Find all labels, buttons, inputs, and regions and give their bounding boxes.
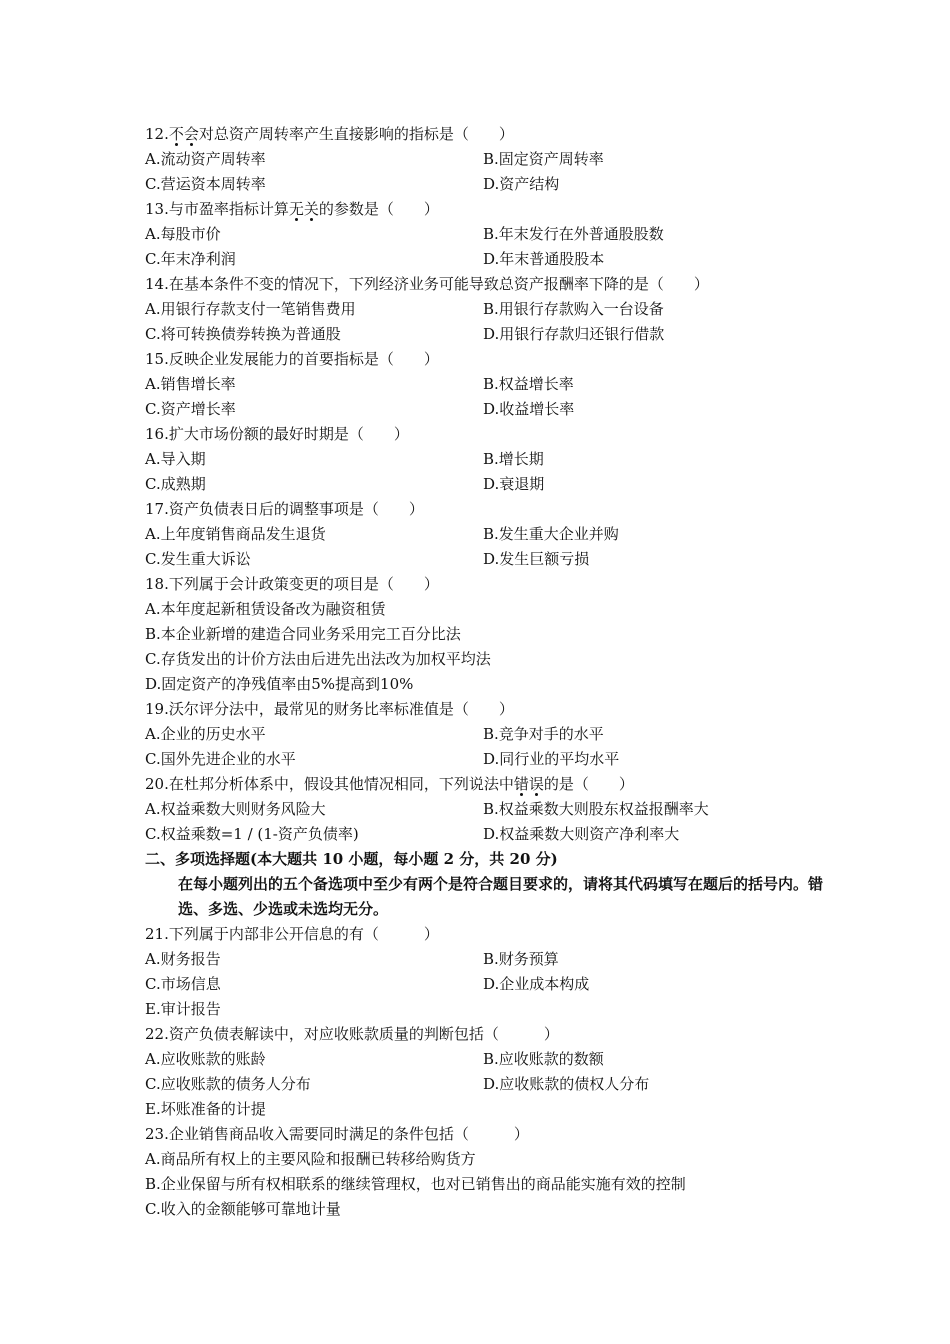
question-13-options-row [145,247,825,272]
option-b: B.竞争对手的水平 [483,725,604,743]
question-14-stem: 14.在基本条件不变的情况下，下列经济业务可能导致总资产报酬率下降的是（ ） [145,275,709,293]
option-a: A.导入期 [145,450,206,468]
option-a: A.每股市价 [145,225,221,243]
question-19-options-row [145,747,825,772]
question-17-options-row [145,547,825,572]
question-16-options-row [145,447,825,472]
question-14-options-row [145,297,825,322]
option-d: D.企业成本构成 [483,975,590,993]
question-12-options-row [145,147,825,172]
option-c: C.国外先进企业的水平 [145,750,296,768]
question-17-stem: 17.资产负债表日后的调整事项是（ ） [145,500,424,518]
option-d: D.同行业的平均水平 [483,750,620,768]
option-e: E.坏账准备的计提 [145,1100,266,1118]
option-d: D.年末普通股股本 [483,250,605,268]
option-c: C.将可转换债券转换为普通股 [145,325,341,343]
section-2-title: 二、多项选择题(本大题共 10 小题，每小题 2 分，共 20 分) [145,850,558,868]
question-14-options-row [145,322,825,347]
option-d: D.应收账款的债权人分布 [483,1075,650,1093]
question-15-options-row [145,372,825,397]
option-b: B.固定资产周转率 [483,150,604,168]
option-e: E.审计报告 [145,1000,221,1018]
question-13-stem: 13.与市盈率指标计算无关的参数是（ ） [145,200,439,218]
option-b: B.增长期 [483,450,544,468]
option-c: C.应收账款的债务人分布 [145,1075,311,1093]
emphasis-mark: 不 [168,125,184,143]
emphasis-mark: 错 [513,775,529,793]
option-d: D.用银行存款归还银行借款 [483,325,665,343]
question-20-options-row [145,822,825,847]
option-b: B.权益乘数大则股东权益报酬率大 [483,800,709,818]
option-a: A.权益乘数大则财务风险大 [145,800,326,818]
option-c: C.资产增长率 [145,400,236,418]
option-a: A.上年度销售商品发生退货 [145,525,326,543]
question-19-stem: 19.沃尔评分法中，最常见的财务比率标准值是（ ） [145,700,514,718]
question-21-options-row [145,947,825,972]
question-22-options-row [145,1047,825,1072]
option-a: A.本年度起新租赁设备改为融资租赁 [145,600,386,618]
option-d: D.衰退期 [483,475,545,493]
question-15-stem: 15.反映企业发展能力的首要指标是（ ） [145,350,439,368]
option-a: A.销售增长率 [145,375,236,393]
emphasis-mark: 误 [528,775,544,793]
option-c: C.成熟期 [145,475,206,493]
section-2-instruction: 在每小题列出的五个备选项中至少有两个是符合题目要求的，请将其代码填写在题后的括号内。错选、多选、少选或未选均无分。 [178,875,824,918]
option-b: B.企业保留与所有权相联系的继续管理权，也对已销售出的商品能实施有效的控制 [145,1175,686,1193]
question-12-options-row [145,172,825,197]
question-23-stem: 23.企业销售商品收入需要同时满足的条件包括（ ） [145,1125,529,1143]
option-a: A.财务报告 [145,950,221,968]
option-c: C.收入的金额能够可靠地计量 [145,1200,341,1218]
option-b: B.应收账款的数额 [483,1050,604,1068]
option-c: C.存货发出的计价方法由后进先出法改为加权平均法 [145,650,491,668]
question-18-stem: 18.下列属于会计政策变更的项目是（ ） [145,575,439,593]
question-13-options-row [145,222,825,247]
question-17-options-row [145,522,825,547]
emphasis-mark: 会 [183,125,199,143]
option-d: D.固定资产的净残值率由5%提高到10% [145,675,414,693]
option-c: C.市场信息 [145,975,221,993]
option-b: B.本企业新增的建造合同业务采用完工百分比法 [145,625,461,643]
option-c: C.年末净利润 [145,250,236,268]
option-d: D.收益增长率 [483,400,575,418]
question-12-stem: 12.不会对总资产周转率产生直接影响的指标是（ ） [145,125,514,143]
option-b: B.年末发行在外普通股股数 [483,225,664,243]
emphasis-mark: 关 [303,200,319,218]
question-22-options-row [145,1072,825,1097]
question-21-stem: 21.下列属于内部非公开信息的有（ ） [145,925,439,943]
emphasis-mark: 无 [288,200,304,218]
question-16-stem: 16.扩大市场份额的最好时期是（ ） [145,425,409,443]
option-b: B.发生重大企业并购 [483,525,619,543]
question-16-options-row [145,472,825,497]
option-d: D.资产结构 [483,175,560,193]
option-a: A.流动资产周转率 [145,150,266,168]
option-a: A.应收账款的账龄 [145,1050,266,1068]
option-d: D.发生巨额亏损 [483,550,590,568]
exam-content [145,122,825,1222]
option-b: B.权益增长率 [483,375,574,393]
option-b: B.财务预算 [483,950,559,968]
option-d: D.权益乘数大则资产净利率大 [483,825,680,843]
option-a: A.用银行存款支付一笔销售费用 [145,300,356,318]
option-c: C.营运资本周转率 [145,175,266,193]
question-19-options-row [145,722,825,747]
option-c: C.权益乘数=1 / (1-资产负债率) [145,825,359,843]
option-b: B.用银行存款购入一台设备 [483,300,664,318]
question-15-options-row [145,397,825,422]
question-21-options-row [145,972,825,997]
option-a: A.商品所有权上的主要风险和报酬已转移给购货方 [145,1150,476,1168]
question-22-stem: 22.资产负债表解读中，对应收账款质量的判断包括（ ） [145,1025,559,1043]
question-20-stem: 20.在杜邦分析体系中，假设其他情况相同，下列说法中错误的是（ ） [145,775,634,793]
option-a: A.企业的历史水平 [145,725,266,743]
option-c: C.发生重大诉讼 [145,550,251,568]
question-20-options-row [145,797,825,822]
